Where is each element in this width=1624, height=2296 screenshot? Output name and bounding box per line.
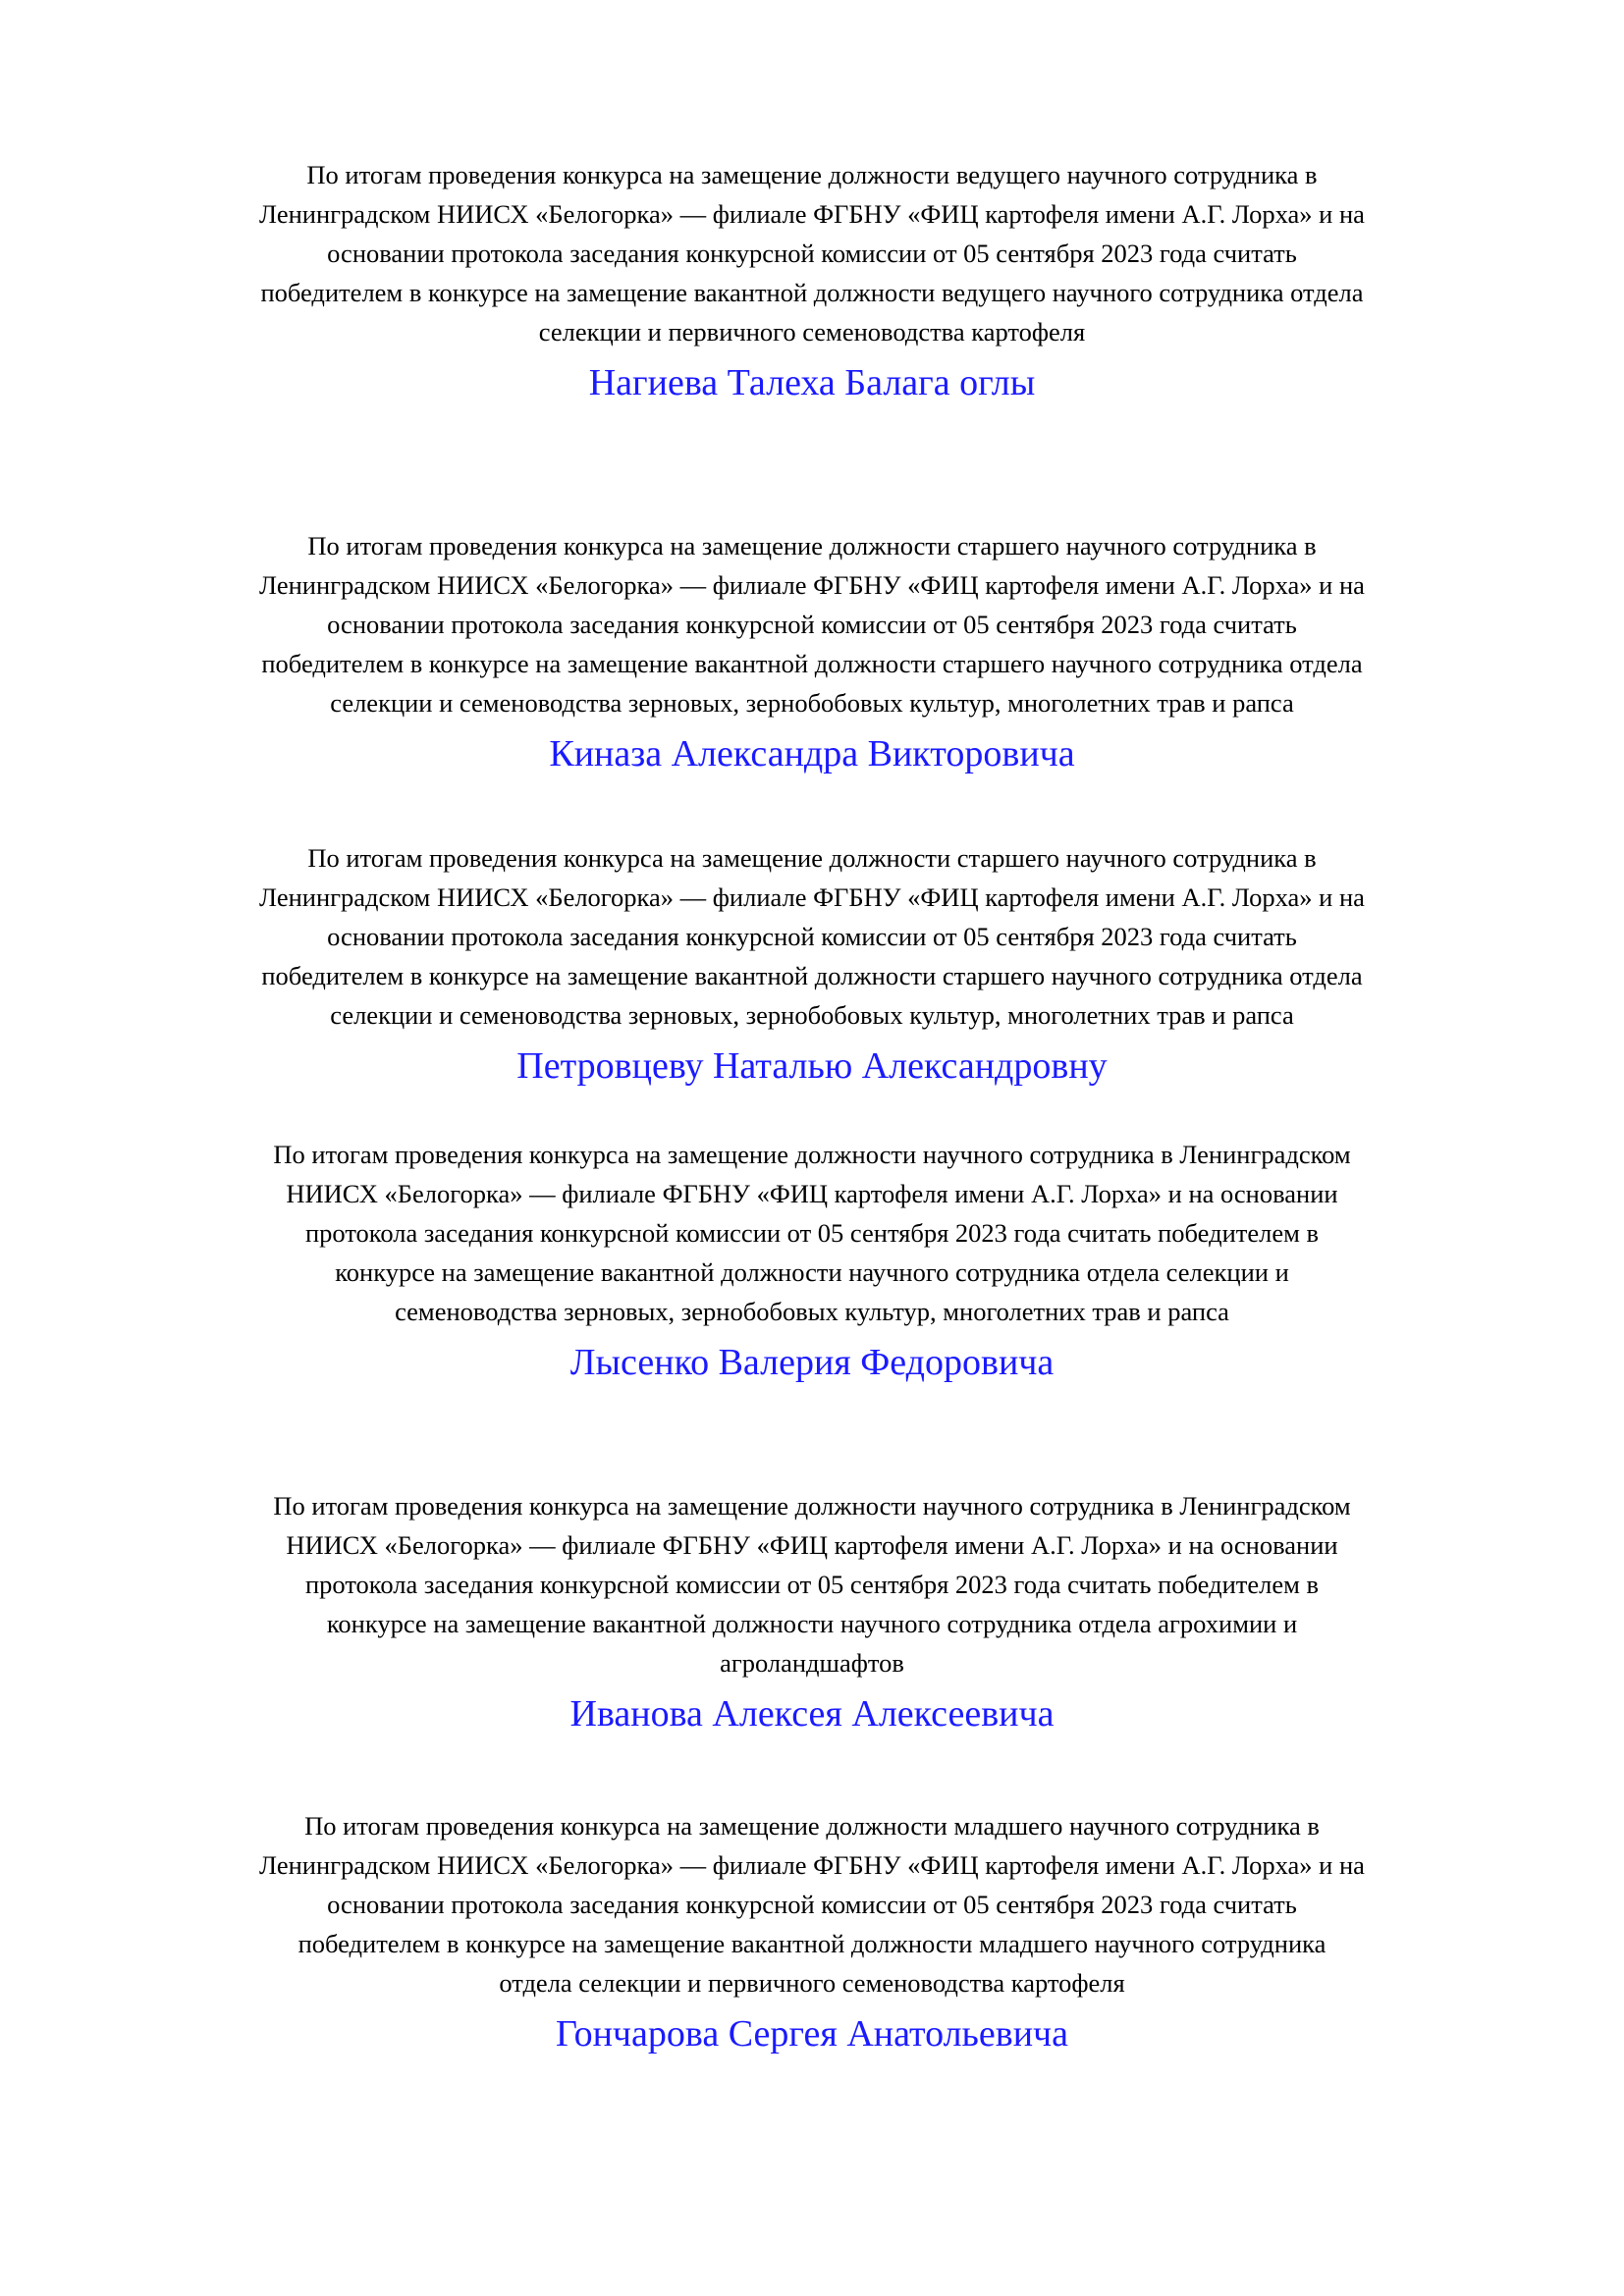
text-line: селекции и первичного семеноводства картофеля: [538, 317, 1086, 347]
winner-name: Гончарова Сергея Анатольевича: [555, 2013, 1069, 2055]
text-line: победителем в конкурсе на замещение вакантной должности младшего научного сотрудника: [298, 1929, 1326, 1958]
winner-name: Нагиева Талеха Балага оглы: [588, 362, 1036, 403]
text-line: По итогам проведения конкурса на замещение должности ведущего научного сотрудника в: [306, 160, 1318, 189]
announcement-text: [196, 526, 1428, 722]
text-line: протокола заседания конкурсной комиссии от 05 сентября 2023 года считать победителем в: [304, 1570, 1319, 1599]
text-line: победителем в конкурсе на замещение вакантной должности старшего научного сотрудника отдела: [261, 961, 1363, 990]
text-line: Ленинградском НИИСХ «Белогорка» — филиале ФГБНУ «ФИЦ картофеля имени А.Г. Лорха» и на: [259, 199, 1365, 229]
text-line: конкурсе на замещение вакантной должности научного сотрудника отдела агрохимии и: [326, 1609, 1298, 1638]
text-line: семеноводства зерновых, зернобобовых культур, многолетних трав и рапса: [395, 1297, 1229, 1326]
winner-name: Иванова Алексея Алексеевича: [569, 1693, 1055, 1735]
text-line: Ленинградском НИИСХ «Белогорка» — филиале ФГБНУ «ФИЦ картофеля имени А.Г. Лорха» и на: [259, 1850, 1365, 1880]
text-line: основании протокола заседания конкурсной комиссии от 05 сентября 2023 года считать: [327, 1890, 1297, 1919]
announcement-text: [196, 838, 1428, 1035]
winner-name: Киназа Александра Викторовича: [549, 733, 1075, 774]
text-line: Ленинградском НИИСХ «Белогорка» — филиале ФГБНУ «ФИЦ картофеля имени А.Г. Лорха» и на: [259, 570, 1365, 600]
text-line: протокола заседания конкурсной комиссии от 05 сентября 2023 года считать победителем в: [304, 1218, 1319, 1248]
text-line: победителем в конкурсе на замещение вакантной должности старшего научного сотрудника отдела: [261, 649, 1363, 678]
winner-name: Петровцеву Наталью Александровну: [516, 1045, 1108, 1087]
text-line: По итогам проведения конкурса на замещение должности старшего научного сотрудника в: [307, 531, 1317, 561]
announcement-text: [216, 1135, 1408, 1331]
winner-name: Лысенко Валерия Федоровича: [569, 1342, 1055, 1383]
text-line: селекции и семеноводства зерновых, зернобобовых культур, многолетних трав и рапса: [330, 1000, 1294, 1030]
text-line: Ленинградском НИИСХ «Белогорка» — филиале ФГБНУ «ФИЦ картофеля имени А.Г. Лорха» и на: [259, 882, 1365, 912]
announcement-text: [196, 1806, 1428, 2002]
announcement-2: [196, 526, 1428, 779]
text-line: селекции и семеноводства зерновых, зернобобовых культур, многолетних трав и рапса: [330, 688, 1294, 718]
text-line: победителем в конкурсе на замещение вакантной должности ведущего научного сотрудника отдела: [260, 278, 1364, 307]
text-line: По итогам проведения конкурса на замещение должности младшего научного сотрудника в: [304, 1811, 1320, 1841]
announcement-1: [196, 155, 1428, 408]
announcement-text: [216, 1486, 1408, 1682]
text-line: основании протокола заседания конкурсной комиссии от 05 сентября 2023 года считать: [327, 610, 1297, 639]
text-line: По итогам проведения конкурса на замещение должности старшего научного сотрудника в: [307, 843, 1317, 873]
announcement-text: [196, 155, 1428, 351]
announcement-5: [216, 1486, 1408, 1739]
text-line: агроландшафтов: [720, 1648, 904, 1678]
announcement-3: [196, 838, 1428, 1092]
text-line: По итогам проведения конкурса на замещение должности научного сотрудника в Ленинградском: [273, 1491, 1351, 1521]
text-line: НИИСХ «Белогорка» — филиале ФГБНУ «ФИЦ картофеля имени А.Г. Лорха» и на основании: [286, 1530, 1338, 1560]
text-line: основании протокола заседания конкурсной комиссии от 05 сентября 2023 года считать: [327, 239, 1297, 268]
text-line: основании протокола заседания конкурсной комиссии от 05 сентября 2023 года считать: [327, 922, 1297, 951]
announcement-4: [216, 1135, 1408, 1388]
text-line: НИИСХ «Белогорка» — филиале ФГБНУ «ФИЦ картофеля имени А.Г. Лорха» и на основании: [286, 1179, 1338, 1208]
text-line: отдела селекции и первичного семеноводства картофеля: [499, 1968, 1125, 1998]
text-line: конкурсе на замещение вакантной должности научного сотрудника отдела селекции и: [335, 1257, 1289, 1287]
text-line: По итогам проведения конкурса на замещение должности научного сотрудника в Ленинградском: [273, 1140, 1351, 1169]
announcement-6: [196, 1806, 1428, 2059]
